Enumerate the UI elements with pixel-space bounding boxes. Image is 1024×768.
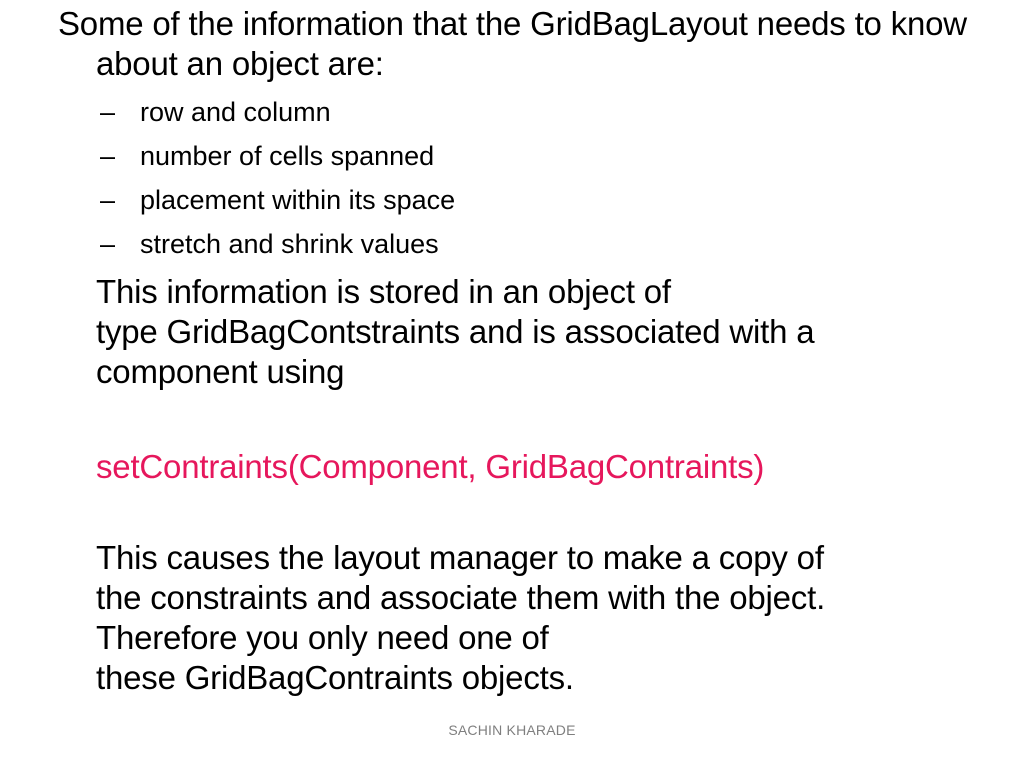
bullet-text: stretch and shrink values (140, 229, 439, 259)
copy-line: Therefore you only need one of (96, 619, 549, 656)
copy-paragraph (96, 538, 1016, 698)
bullet-list (100, 90, 455, 266)
bullet-item (100, 222, 455, 266)
bullet-dash: – (100, 229, 116, 259)
info-paragraph (96, 272, 996, 392)
bullet-dash: – (100, 97, 116, 127)
bullet-dash: – (100, 141, 116, 171)
intro-text: Some of the information that the GridBagLayout needs to know about an object are: (58, 5, 967, 82)
bullet-text: number of cells spanned (140, 141, 435, 171)
footer-author: SACHIN KHARADE (448, 722, 576, 738)
info-line: This information is stored in an object of (96, 273, 671, 310)
copy-line: This causes the layout manager to make a copy of (96, 539, 824, 576)
bullet-dash: – (100, 185, 116, 215)
bullet-item (100, 134, 455, 178)
info-line: type GridBagContstraints and is associated with a (96, 313, 815, 350)
copy-line: the constraints and associate them with the object. (96, 579, 826, 616)
bullet-text: placement within its space (140, 185, 456, 215)
bullet-item (100, 90, 455, 134)
bullet-text: row and column (140, 97, 331, 127)
info-line: component using (96, 353, 345, 390)
bullet-item (100, 178, 455, 222)
method-signature: setContraints(Component, GridBagContraints) (96, 448, 765, 485)
copy-line: these GridBagContraints objects. (96, 659, 574, 696)
